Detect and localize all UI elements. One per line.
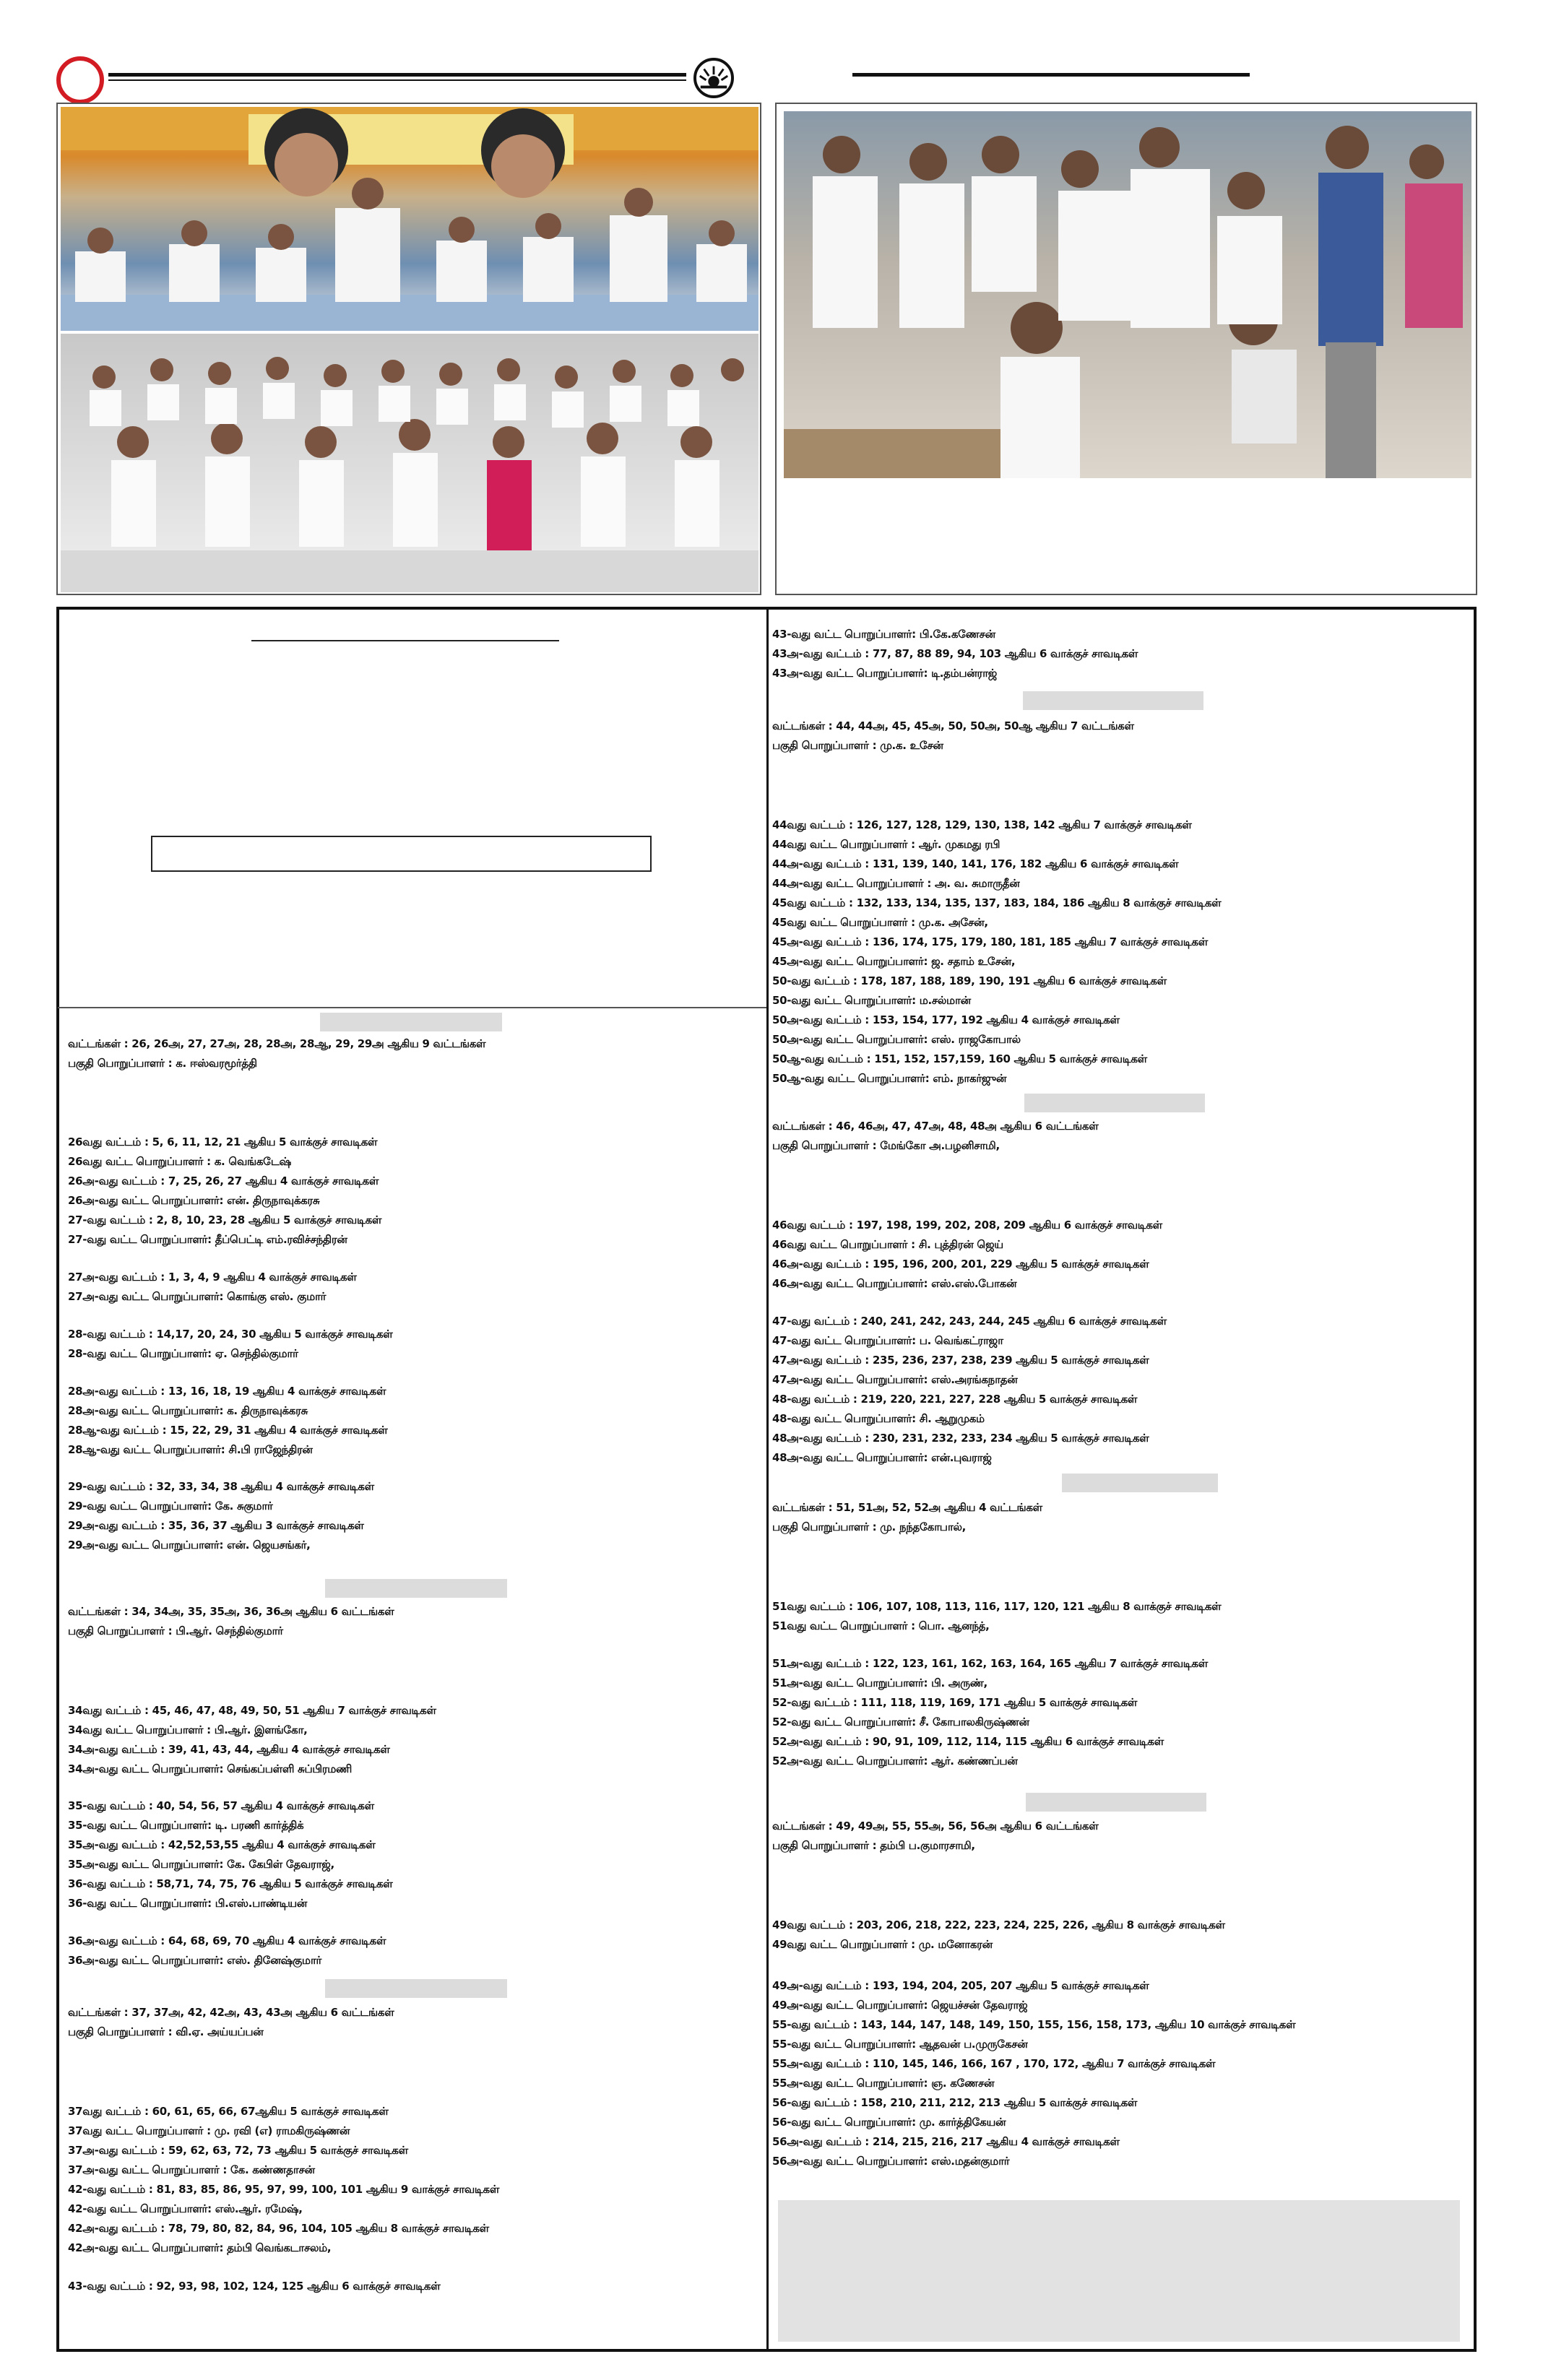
ward-line: 28-வது வட்டம் : 14,17, 20, 24, 30 ஆகிய 5 வாக்குச் சாவடிகள் <box>68 1328 393 1341</box>
ward-line: பகுதி பொறுப்பாளர் : வி.ஏ. அய்யப்பன் <box>68 2025 264 2038</box>
ward-line: வட்டங்கள் : 37, 37அ, 42, 42அ, 43, 43அ ஆகிய 6 வட்டங்கள் <box>68 2006 394 2019</box>
ward-line: 44வது வட்டம் : 126, 127, 128, 129, 130, 138, 142 ஆகிய 7 வாக்குச் சாவடிகள் <box>772 818 1192 831</box>
ward-line: 27-வது வட்ட பொறுப்பாளர்: தீப்பெட்டி எம்.ரவிச்சந்திரன் <box>68 1233 347 1246</box>
ward-line: 35அ-வது வட்டம் : 42,52,53,55 ஆகிய 4 வாக்குச் சாவடிகள் <box>68 1838 376 1851</box>
ward-line: 48அ-வது வட்ட பொறுப்பாளர்: என்.புவராஜ் <box>772 1451 992 1464</box>
ward-line: 46அ-வது வட்டம் : 195, 196, 200, 201, 229 ஆகிய 5 வாக்குச் சாவடிகள் <box>772 1258 1149 1271</box>
ward-line: 51அ-வது வட்டம் : 122, 123, 161, 162, 163, 164, 165 ஆகிய 7 வாக்குச் சாவடிகள் <box>772 1657 1208 1670</box>
section-subhead <box>325 1579 507 1598</box>
intro-highlight-box <box>151 836 652 872</box>
ward-line: 52அ-வது வட்ட பொறுப்பாளர்: ஆர். கண்ணப்பன் <box>772 1754 1018 1767</box>
ward-line: 45அ-வது வட்டம் : 136, 174, 175, 179, 180, 181, 185 ஆகிய 7 வாக்குச் சாவடிகள் <box>772 935 1208 948</box>
ward-line: 49அ-வது வட்டம் : 193, 194, 204, 205, 207 ஆகிய 5 வாக்குச் சாவடிகள் <box>772 1979 1149 1992</box>
ward-line: வட்டங்கள் : 49, 49அ, 55, 55அ, 56, 56அ ஆகிய 6 வட்டங்கள் <box>772 1819 1099 1832</box>
ward-line: 43அ-வது வட்டம் : 77, 87, 88 89, 94, 103 ஆகிய 6 வாக்குச் சாவடிகள் <box>772 647 1138 660</box>
section-subhead <box>325 1979 507 1998</box>
ward-line: 43-வது வட்ட பொறுப்பாளர்: பி.கே.கணேசன் <box>772 628 995 641</box>
ward-line: 49வது வட்ட பொறுப்பாளர் : மு. மனோகரன் <box>772 1938 993 1951</box>
ward-line: 51வது வட்டம் : 106, 107, 108, 113, 116, 117, 120, 121 ஆகிய 8 வாக்குச் சாவடிகள் <box>772 1600 1222 1613</box>
ward-line: 47அ-வது வட்ட பொறுப்பாளர்: எஸ்.அரங்கநாதன் <box>772 1373 1018 1386</box>
party-meeting-photo <box>56 103 761 595</box>
ward-line: 36அ-வது வட்டம் : 64, 68, 69, 70 ஆகிய 4 வாக்குச் சாவடிகள் <box>68 1934 386 1947</box>
ward-line: பகுதி பொறுப்பாளர் : க. ஈஸ்வரமூர்த்தி <box>68 1057 257 1070</box>
ward-line: 44வது வட்ட பொறுப்பாளர் : ஆர். முகமது ரபி <box>772 838 1000 851</box>
ward-line: 26வது வட்ட பொறுப்பாளர் : க. வெங்கடேஷ் <box>68 1155 291 1168</box>
ward-line: 29அ-வது வட்ட பொறுப்பாளர்: என். ஜெயசங்கர், <box>68 1539 311 1552</box>
voter-list-verification-photo <box>775 103 1477 595</box>
ward-line: 56அ-வது வட்டம் : 214, 215, 216, 217 ஆகிய 4 வாக்குச் சாவடிகள் <box>772 2135 1120 2148</box>
ward-line: 26அ-வது வட்ட பொறுப்பாளர்: என். திருநாவுக்கரசு <box>68 1194 320 1207</box>
ward-line: பகுதி பொறுப்பாளர் : பி.ஆர். செந்தில்குமார் <box>68 1624 283 1637</box>
ward-line: 49வது வட்டம் : 203, 206, 218, 222, 223, 224, 225, 226, ஆகிய 8 வாக்குச் சாவடிகள் <box>772 1918 1225 1931</box>
ward-line: 26அ-வது வட்டம் : 7, 25, 26, 27 ஆகிய 4 வாக்குச் சாவடிகள் <box>68 1174 379 1187</box>
ward-line: 42அ-வது வட்ட பொறுப்பாளர்: தம்பி வெங்கடாசலம், <box>68 2241 332 2254</box>
ward-line: 48அ-வது வட்டம் : 230, 231, 232, 233, 234 ஆகிய 5 வாக்குச் சாவடிகள் <box>772 1432 1149 1445</box>
ward-line: 35-வது வட்டம் : 40, 54, 56, 57 ஆகிய 4 வாக்குச் சாவடிகள் <box>68 1799 374 1812</box>
ward-line: 48-வது வட்டம் : 219, 220, 221, 227, 228 ஆகிய 5 வாக்குச் சாவடிகள் <box>772 1393 1138 1406</box>
ward-line: 42-வது வட்டம் : 81, 83, 85, 86, 95, 97, 99, 100, 101 ஆகிய 9 வாக்குச் சாவடிகள் <box>68 2183 500 2196</box>
stage-photo <box>61 107 758 331</box>
ward-line: 42-வது வட்ட பொறுப்பாளர்: எஸ்.ஆர். ரமேஷ், <box>68 2202 303 2215</box>
column-divider <box>766 610 769 2349</box>
ward-line: வட்டங்கள் : 44, 44அ, 45, 45அ, 50, 50அ, 50ஆ ஆகிய 7 வட்டங்கள் <box>772 719 1134 732</box>
ward-line: 28ஆ-வது வட்டம் : 15, 22, 29, 31 ஆகிய 4 வாக்குச் சாவடிகள் <box>68 1424 388 1437</box>
ward-line: பகுதி பொறுப்பாளர் : மு.க. உசேன் <box>772 739 943 752</box>
ward-line: பகுதி பொறுப்பாளர் : மு. நந்தகோபால், <box>772 1520 967 1533</box>
section-subhead <box>1026 1793 1206 1812</box>
ward-line: வட்டங்கள் : 46, 46அ, 47, 47அ, 48, 48அ ஆகிய 6 வட்டங்கள் <box>772 1120 1099 1133</box>
ward-line: 37வது வட்ட பொறுப்பாளர் : மு. ரவி (எ) ராமகிருஷ்ணன் <box>68 2124 350 2137</box>
ward-line: 28ஆ-வது வட்ட பொறுப்பாளர்: சி.பி ராஜேந்திரன் <box>68 1443 313 1456</box>
ward-line: 55அ-வது வட்ட பொறுப்பாளர்: ஞ. கணேசன் <box>772 2077 995 2090</box>
ward-line: 45வது வட்ட பொறுப்பாளர் : மு.க. அசேன், <box>772 916 988 929</box>
ward-line: பகுதி பொறுப்பாளர் : மேங்கோ அ.பழனிசாமி, <box>772 1139 1000 1152</box>
section-subhead <box>1062 1474 1218 1492</box>
ward-line: 52-வது வட்ட பொறுப்பாளர்: சீ. கோபாலகிருஷ்ணன் <box>772 1715 1029 1728</box>
ward-line: 43-வது வட்டம் : 92, 93, 98, 102, 124, 125 ஆகிய 6 வாக்குச் சாவடிகள் <box>68 2280 441 2293</box>
ward-line: 50அ-வது வட்டம் : 153, 154, 177, 192 ஆகிய 4 வாக்குச் சாவடிகள் <box>772 1013 1120 1026</box>
ward-line: 37அ-வது வட்டம் : 59, 62, 63, 72, 73 ஆகிய 5 வாக்குச் சாவடிகள் <box>68 2144 408 2157</box>
ward-line: 29அ-வது வட்டம் : 35, 36, 37 ஆகிய 3 வாக்குச் சாவடிகள் <box>68 1519 364 1532</box>
ward-line: பகுதி பொறுப்பாளர் : தம்பி ப.குமாரசாமி, <box>772 1839 975 1852</box>
ward-line: 42அ-வது வட்டம் : 78, 79, 80, 82, 84, 96, 104, 105 ஆகிய 8 வாக்குச் சாவடிகள் <box>68 2222 489 2235</box>
ward-line: 56அ-வது வட்ட பொறுப்பாளர்: எஸ்.மதன்குமார் <box>772 2155 1010 2168</box>
ward-line: 44அ-வது வட்ட பொறுப்பாளர் : அ. வ. சுமாருதீன் <box>772 877 1020 890</box>
ward-line: 52அ-வது வட்டம் : 90, 91, 109, 112, 114, 115 ஆகிய 6 வாக்குச் சாவடிகள் <box>772 1735 1164 1748</box>
audience-photo <box>61 334 758 592</box>
ward-line: 28அ-வது வட்டம் : 13, 16, 18, 19 ஆகிய 4 வாக்குச் சாவடிகள் <box>68 1385 386 1398</box>
ward-line: 28அ-வது வட்ட பொறுப்பாளர்: க. திருநாவுக்கரசு <box>68 1404 308 1417</box>
ward-line: 35-வது வட்ட பொறுப்பாளர்: டி. பரணி கார்த்திக் <box>68 1819 304 1832</box>
ward-line: 29-வது வட்ட பொறுப்பாளர்: கே. சுகுமார் <box>68 1500 273 1513</box>
ward-line: 46வது வட்ட பொறுப்பாளர் : சி. புத்திரன் ஜெய் <box>772 1238 1003 1251</box>
ward-line: 51வது வட்ட பொறுப்பாளர் : பொ. ஆனந்த், <box>772 1619 990 1632</box>
ward-line: 27அ-வது வட்ட பொறுப்பாளர்: கொங்கு எஸ். குமார் <box>68 1290 327 1303</box>
section-subhead <box>1024 1094 1205 1112</box>
header-rule-thin <box>108 79 686 81</box>
header-rule-right <box>852 73 1250 77</box>
ward-line: 46வது வட்டம் : 197, 198, 199, 202, 208, 209 ஆகிய 6 வாக்குச் சாவடிகள் <box>772 1219 1162 1232</box>
ward-line: 29-வது வட்டம் : 32, 33, 34, 38 ஆகிய 4 வாக்குச் சாவடிகள் <box>68 1480 374 1493</box>
ward-line: 43அ-வது வட்ட பொறுப்பாளர்: டி.தம்பன்ராஜ் <box>772 667 997 680</box>
rising-sun-emblem-icon <box>693 58 734 98</box>
ward-line: 45வது வட்டம் : 132, 133, 134, 135, 137, 183, 184, 186 ஆகிய 8 வாக்குச் சாவடிகள் <box>772 896 1222 909</box>
ward-line: வட்டங்கள் : 51, 51அ, 52, 52அ ஆகிய 4 வட்டங்கள் <box>772 1501 1042 1514</box>
ward-line: 34வது வட்டம் : 45, 46, 47, 48, 49, 50, 51 ஆகிய 7 வாக்குச் சாவடிகள் <box>68 1704 436 1717</box>
ward-line: 36அ-வது வட்ட பொறுப்பாளர்: எஸ். தினேஷ்குமார் <box>68 1954 322 1967</box>
ward-line: 51அ-வது வட்ட பொறுப்பாளர்: பி. அருண், <box>772 1676 987 1689</box>
inspection-photo <box>784 111 1471 478</box>
ward-line: 28-வது வட்ட பொறுப்பாளர்: ஏ. செந்தில்குமார் <box>68 1347 298 1360</box>
ward-line: 50அ-வது வட்ட பொறுப்பாளர்: எஸ். ராஜகோபால் <box>772 1033 1021 1046</box>
ward-line: 34அ-வது வட்டம் : 39, 41, 43, 44, ஆகிய 4 வாக்குச் சாவடிகள் <box>68 1743 390 1756</box>
ward-line: 35அ-வது வட்ட பொறுப்பாளர்: கே. கேபிள் தேவராஜ், <box>68 1858 334 1871</box>
ward-line: 55-வது வட்டம் : 143, 144, 147, 148, 149, 150, 155, 156, 158, 173, ஆகிய 10 வாக்குச் சாவடிகள் <box>772 2018 1296 2031</box>
masthead-logo-circle <box>56 56 104 104</box>
ward-line: 55-வது வட்ட பொறுப்பாளர்: ஆதவன் ப.முருகேசன் <box>772 2038 1028 2051</box>
ward-line: 50-வது வட்ட பொறுப்பாளர்: ம.சல்மான் <box>772 994 971 1007</box>
ward-line: 47அ-வது வட்டம் : 235, 236, 237, 238, 239 ஆகிய 5 வாக்குச் சாவடிகள் <box>772 1354 1149 1367</box>
ward-line: 36-வது வட்டம் : 58,71, 74, 75, 76 ஆகிய 5 வாக்குச் சாவடிகள் <box>68 1877 393 1890</box>
ward-line: 45அ-வது வட்ட பொறுப்பாளர்: ஜ. சதாம் உசேன், <box>772 955 1016 968</box>
ward-line: 44அ-வது வட்டம் : 131, 139, 140, 141, 176, 182 ஆகிய 6 வாக்குச் சாவடிகள் <box>772 857 1179 870</box>
ward-line: 52-வது வட்டம் : 111, 118, 119, 169, 171 ஆகிய 5 வாக்குச் சாவடிகள் <box>772 1696 1138 1709</box>
header-rule <box>108 73 686 77</box>
blank-grey-box <box>778 2200 1460 2342</box>
ward-line: 34வது வட்ட பொறுப்பாளர் : பி.ஆர். இளங்கோ, <box>68 1723 308 1736</box>
section-subhead <box>1023 691 1203 710</box>
ward-line: 48-வது வட்ட பொறுப்பாளர்: சி. ஆறுமுகம் <box>772 1412 985 1425</box>
ward-line: 56-வது வட்டம் : 158, 210, 211, 212, 213 ஆகிய 5 வாக்குச் சாவடிகள் <box>772 2096 1138 2109</box>
ward-line: 50ஆ-வது வட்ட பொறுப்பாளர்: எம். நாகர்ஜுன் <box>772 1072 1007 1085</box>
ward-line: 49அ-வது வட்ட பொறுப்பாளர்: ஜெயச்சன் தேவராஜ் <box>772 1999 1028 2012</box>
ward-line: 34அ-வது வட்ட பொறுப்பாளர்: செங்கப்பள்ளி சுப்பிரமணி <box>68 1762 353 1775</box>
ward-line: 56-வது வட்ட பொறுப்பாளர்: மு. கார்த்திகேயன் <box>772 2116 1006 2129</box>
ward-line: 55அ-வது வட்டம் : 110, 145, 146, 166, 167 , 170, 172, ஆகிய 7 வாக்குச் சாவடிகள் <box>772 2057 1216 2070</box>
ward-line: 47-வது வட்ட பொறுப்பாளர்: ப. வெங்கட்ராஜா <box>772 1334 1003 1347</box>
ward-line: 26வது வட்டம் : 5, 6, 11, 12, 21 ஆகிய 5 வாக்குச் சாவடிகள் <box>68 1135 378 1148</box>
ward-line: 47-வது வட்டம் : 240, 241, 242, 243, 244, 245 ஆகிய 6 வாக்குச் சாவடிகள் <box>772 1315 1167 1328</box>
intro-section-divider <box>58 1007 766 1008</box>
ward-line: 50ஆ-வது வட்டம் : 151, 152, 157,159, 160 ஆகிய 5 வாக்குச் சாவடிகள் <box>772 1052 1147 1065</box>
intro-rule <box>251 640 559 641</box>
ward-line: 50-வது வட்டம் : 178, 187, 188, 189, 190, 191 ஆகிய 6 வாக்குச் சாவடிகள் <box>772 974 1167 987</box>
ward-line: 46அ-வது வட்ட பொறுப்பாளர்: எஸ்.எஸ்.போகன் <box>772 1277 1017 1290</box>
ward-line: 27-வது வட்டம் : 2, 8, 10, 23, 28 ஆகிய 5 வாக்குச் சாவடிகள் <box>68 1213 382 1226</box>
ward-line: 37வது வட்டம் : 60, 61, 65, 66, 67ஆகிய 5 வாக்குச் சாவடிகள் <box>68 2105 389 2118</box>
ward-line: 36-வது வட்ட பொறுப்பாளர்: பி.எஸ்.பாண்டியன் <box>68 1897 308 1910</box>
ward-line: 27அ-வது வட்டம் : 1, 3, 4, 9 ஆகிய 4 வாக்குச் சாவடிகள் <box>68 1271 357 1284</box>
ward-line: 37அ-வது வட்ட பொறுப்பாளர் : கே. கண்ணதாசன் <box>68 2163 315 2176</box>
ward-line: வட்டங்கள் : 26, 26அ, 27, 27அ, 28, 28அ, 28ஆ, 29, 29அ ஆகிய 9 வட்டங்கள் <box>68 1037 486 1050</box>
ward-line: வட்டங்கள் : 34, 34அ, 35, 35அ, 36, 36அ ஆகிய 6 வட்டங்கள் <box>68 1605 394 1618</box>
section-subhead <box>320 1013 502 1031</box>
